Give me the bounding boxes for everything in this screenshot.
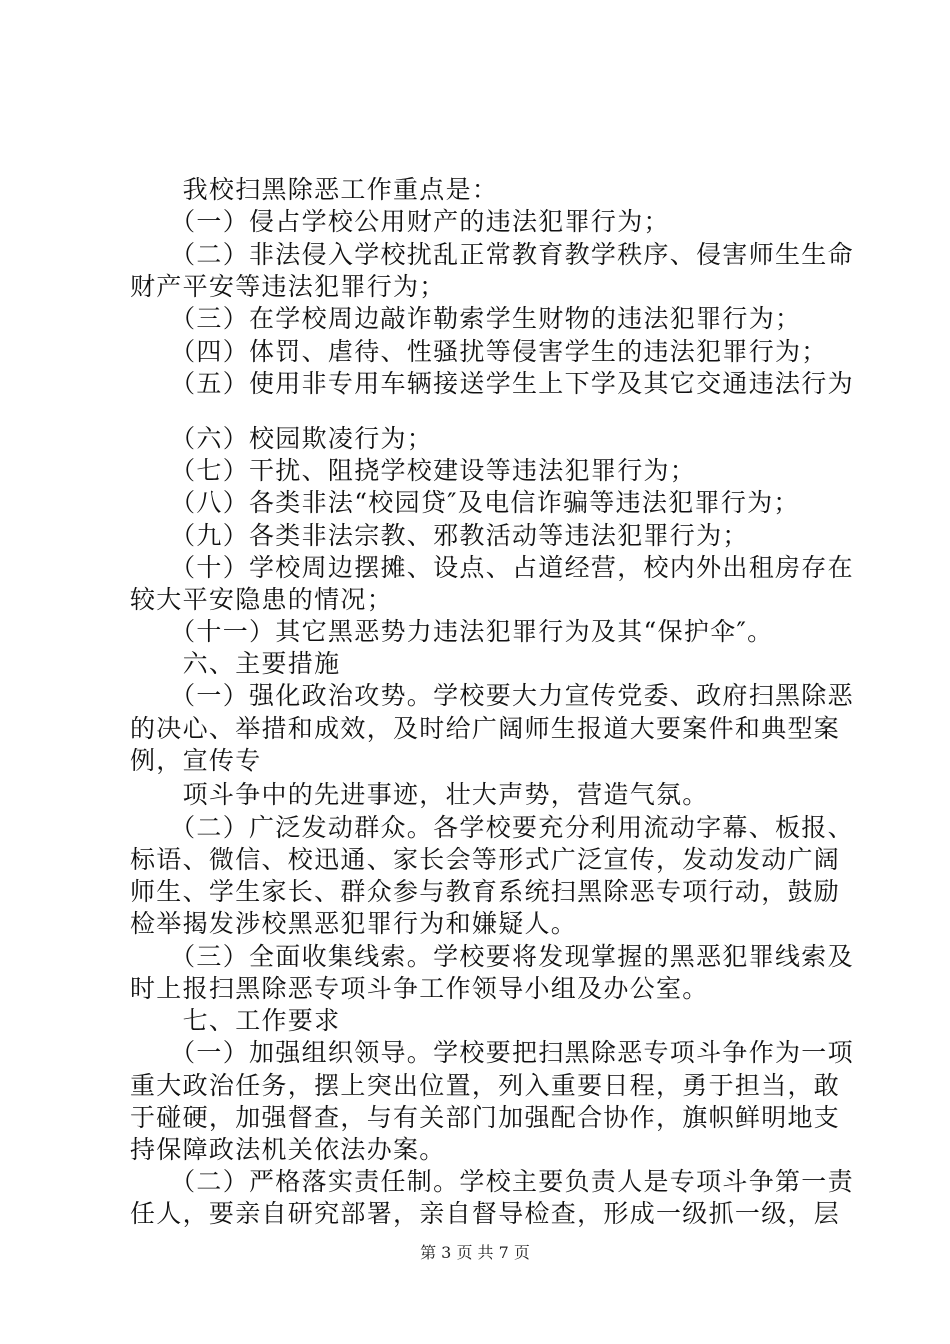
text-line: 标语、微信、校迅通、家长会等形式广泛宣传，发动发动广阔: [130, 845, 841, 874]
text-line: （五）使用非专用车辆接送学生上下学及其它交通违法行为: [130, 369, 854, 398]
text-line: （六）校园欺凌行为；: [130, 424, 434, 453]
text-line: （十）学校周边摆摊、设点、占道经营，校内外出租房存在: [130, 553, 854, 582]
text-line: （八）各类非法“校园贷″及电信诈骗等违法犯罪行为；: [130, 488, 800, 517]
text-line: 财产平安等违法犯罪行为；: [130, 272, 446, 301]
page-number-footer: 第 3 页 共 7 页: [420, 1243, 530, 1262]
text-line: 的决心、举措和成效，及时给广阔师生报道大要案件和典型案: [130, 714, 841, 743]
text-line: （七）干扰、阻挠学校建设等违法犯罪行为；: [130, 456, 697, 485]
text-line: （一）加强组织领导。学校要把扫黑除恶专项斗争作为一项: [130, 1038, 854, 1067]
text-line: （二）广泛发动群众。各学校要充分利用流动字幕、板报、: [130, 813, 854, 842]
text-line: 例，宣传专: [130, 746, 262, 775]
text-line: 较大平安隐患的情况；: [130, 585, 394, 614]
text-line: 项斗争中的先进事迹，壮大声势，营造气氛。: [130, 780, 709, 809]
text-line: （三）全面收集线索。学校要将发现掌握的黑恶犯罪线索及: [130, 942, 854, 971]
text-line: （三）在学校周边敲诈勒索学生财物的违法犯罪行为；: [130, 304, 802, 333]
section-heading: 六、主要措施: [130, 649, 341, 678]
text-line: 重大政治任务，摆上突出位置，列入重要日程，勇于担当，敢: [130, 1071, 841, 1100]
text-line: 于碰硬，加强督查，与有关部门加强配合协作，旗帜鲜明地支: [130, 1103, 841, 1132]
text-line: 任人，要亲自研究部署，亲自督导检查，形成一级抓一级，层: [130, 1199, 841, 1228]
text-line: 检举揭发涉校黑恶犯罪行为和嫌疑人。: [130, 909, 578, 938]
text-line: （二）严格落实责任制。学校主要负责人是专项斗争第一责: [130, 1167, 854, 1196]
text-line: 师生、学生家长、群众参与教育系统扫黑除恶专项行动，鼓励: [130, 877, 841, 906]
text-line: （九）各类非法宗教、邪教活动等违法犯罪行为；: [130, 521, 749, 550]
text-line: 持保障政法机关依法办案。: [130, 1135, 446, 1164]
text-line: （一）侵占学校公用财产的违法犯罪行为；: [130, 207, 670, 236]
text-line: （四）体罚、虐待、性骚扰等侵害学生的违法犯罪行为；: [130, 337, 828, 366]
section-heading: 七、工作要求: [130, 1006, 341, 1035]
text-line: 我校扫黑除恶工作重点是：: [130, 175, 499, 204]
text-line: （二）非法侵入学校扰乱正常教育教学秩序、侵害师生生命: [130, 240, 854, 269]
text-line: （一）强化政治攻势。学校要大力宣传党委、政府扫黑除恶: [130, 681, 854, 710]
text-line: （十一）其它黑恶势力违法犯罪行为及其“保护伞″。: [130, 617, 774, 646]
text-line: 时上报扫黑除恶专项斗争工作领导小组及办公室。: [130, 974, 709, 1003]
